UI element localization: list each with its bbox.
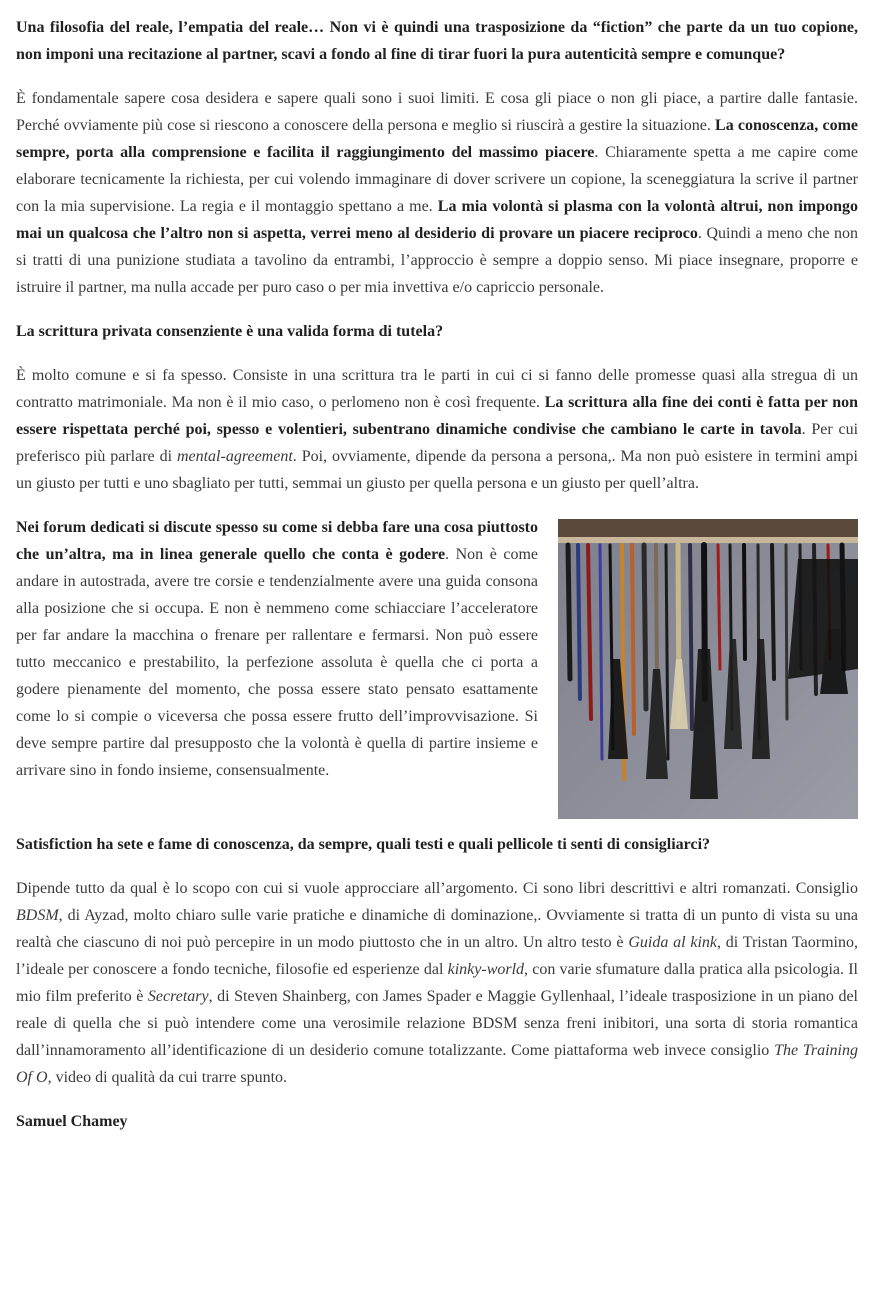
answer-1-text-3: . Quindi a meno che non si tratti di una punizione studiata a tavolino da entrambi, l’approccio è sempre a doppio senso. Mi piace insegnare, proporre e istruire il partner, ma nulla accade per puro caso o per mia invettiva e/o capriccio personale. (16, 225, 859, 296)
answer-4-text-6: , video di qualità da cui trarre spunto. (47, 1069, 288, 1086)
answer-4-italic-5: The Training Of O (16, 1042, 858, 1086)
answer-4-italic-4: Secretary (147, 988, 209, 1005)
answer-4 (16, 875, 858, 1091)
answer-1-text-2: . Chiaramente spetta a me capire come elaborare tecnicamente la richiesta, per cui volendo immaginare di dover scrivere un copione, la sceneggiatura la scrive il partner con la mia supervisione. La regia e il montaggio spettano a me. (16, 144, 858, 215)
answer-2-bold-1: La scrittura alla fine dei conti è fatta per non essere rispettata perché poi, spesso e volentieri, subentrano dinamiche condivise che cambiano le carte in tavola (16, 394, 859, 438)
answer-4-text-4: , con varie sfumature dalla pratica alla psicologia. Il mio film preferito è (16, 961, 858, 1005)
answer-2-italic-1: mental-agreement (176, 448, 293, 465)
answer-4-italic-2: Guida al kink (628, 934, 717, 951)
answer-4-text-1: Dipende tutto da qual è lo scopo con cui si vuole approcciare all’argomento. Ci sono libri descrittivi e altri romanzati. Consiglio (16, 880, 858, 897)
author-signature: Samuel Chamey (16, 1113, 128, 1130)
answer-1-bold-2: La mia volontà si plasma con la volontà altrui, non impongo mai un qualcosa che l’altro non si aspetta, verrei meno al desiderio di provare un piacere reciproco (16, 198, 859, 242)
answer-2-text-3: . Poi, ovviamente, dipende da persona a persona,. Ma non può esistere in termini ampi un giusto per tutti e uno sbagliato per tutti, semmai un giusto per quella persona e un giusto per quell’altra. (16, 448, 858, 492)
question-2: La scrittura privata consenziente è una valida forma di tutela? (16, 323, 444, 340)
question-3: Satisfiction ha sete e fame di conoscenza, da sempre, quali testi e quali pellicole ti senti di consigliarci? (16, 836, 711, 853)
question-1: Una filosofia del reale, l’empatia del reale… Non vi è quindi una trasposizione da “fiction” che parte da un tuo copione, non imponi una recitazione al partner, scavi a fondo al fine di tirar fuori la pura autenticità sempre e comunque? (16, 19, 858, 63)
answer-4-italic-1: BDSM (16, 907, 59, 924)
answer-2-text-2: . Per cui preferisco più parlare di (16, 421, 859, 465)
photo-illustration (558, 519, 858, 819)
answer-3-text-1: . Non è come andare in autostrada, avere tre corsie e tendenzialmente avere una guida consona alla posizione che si occupa. E non è nemmeno come schiacciare l’acceleratore per far andare la macchina o frenare per rallentare e fermarsi. Non può essere tutto meccanico e prestabilito, la perfezione assoluta è quella che ci porta a godere pienamente del momento, che possa essere stato pensato esattamente come lo si compie o viceversa che possa essere frutto dell’improvvisazione. Si deve sempre partire dal presupposto che la volontà è quella di partire insieme e arrivare sino in fondo insieme, consensualmente. (16, 546, 538, 779)
answer-2 (16, 362, 858, 497)
answer-4-text-2: , di Ayzad, molto chiaro sulle varie pratiche e dinamiche di dominazione,. Ovviamente si tratta di un punto di vista su una realtà che ciascuno di noi può percepire in un modo piuttosto che in un altro. Un altro testo è (16, 907, 858, 951)
answer-1 (16, 85, 858, 301)
answer-4-text-5: , di Steven Shainberg, con James Spader e Maggie Gyllenhaal, l’ideale trasposizione in un piano del reale di quella che si può intendere come una verosimile relazione BDSM senza freni inibitori, una sorta di storia romantica dall’innamoramento all’identificazione di un desiderio comune totalizzante. Come piattaforma web invece consiglio (16, 988, 859, 1059)
whips-and-floggers-photo (558, 519, 858, 819)
answer-1-text-1: È fondamentale sapere cosa desidera e sapere quali sono i suoi limiti. E cosa gli piace o non gli piace, a partire dalle fantasie. Perché ovviamente più cose si riescono a conoscere della persona e meglio si riuscirà a gestire la situazione. (16, 90, 858, 134)
answer-4-text-3: , di Tristan Taormino, l’ideale per conoscere a fondo tecniche, filosofie ed esperienze dal (16, 934, 858, 978)
answer-4-italic-3: kinky-world (447, 961, 525, 978)
answer-1-bold-1: La conoscenza, come sempre, porta alla comprensione e facilita il raggiungimento del massimo piacere (16, 117, 858, 161)
answer-3-bold-1: Nei forum dedicati si discute spesso su come si debba fare una cosa piuttosto che un’altra, ma in linea generale quello che conta è godere (16, 519, 538, 563)
answer-2-text-1: È molto comune e si fa spesso. Consiste in una scrittura tra le parti in cui ci si fanno delle promesse quasi alla stregua di un contratto matrimoniale. Ma non è il mio caso, o perlomeno non è così frequente. (16, 367, 858, 411)
